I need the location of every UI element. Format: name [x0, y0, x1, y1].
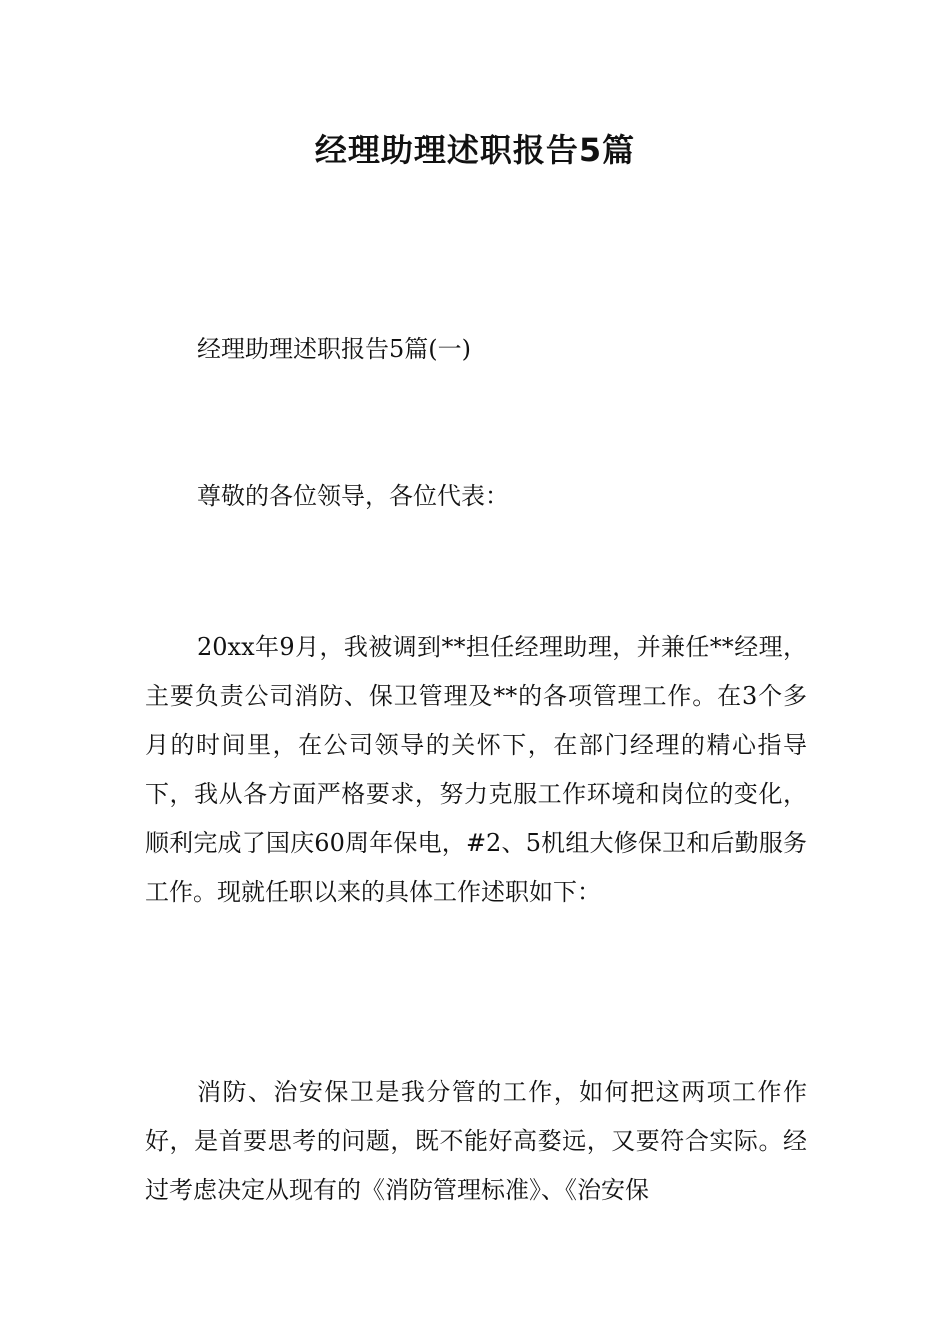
section-heading: 经理助理述职报告5篇(一) [197, 335, 471, 363]
body-paragraph: 20xx年9月，我被调到**担任经理助理，并兼任**经理，主要负责公司消防、保卫管理及**的各项管理工作。在3个多月的时间里，在公司领导的关怀下，在部门经理的精心指导下，我从各方面严格要求，努力克服工作环境和岗位的变化，顺利完成了国庆60周年保电，#2、5机组大修保卫和后勤服务工作。现就任职以来的具体工作述职如下： [145, 633, 807, 906]
document-title: 经理助理述职报告5篇 [314, 131, 636, 169]
body-paragraph: 消防、治安保卫是我分管的工作，如何把这两项工作作好，是首要思考的问题，既不能好高婺远，又要符合实际。经过考虑决定从现有的《消防管理标准》、《治安保 [145, 1078, 807, 1204]
greeting-line: 尊敬的各位领导，各位代表： [197, 482, 509, 510]
